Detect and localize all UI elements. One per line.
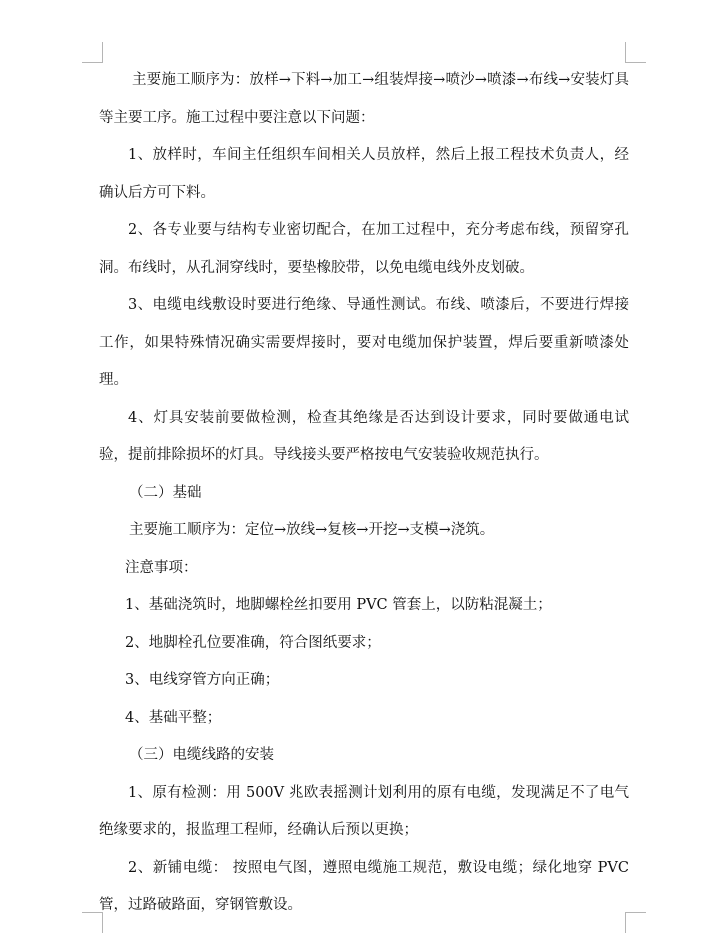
paragraph-foundation-sequence: 主要施工顺序为：定位→放线→复核→开挖→支模→浇筑。 — [129, 522, 495, 538]
paragraph-new-cable-laying: 2、新铺电缆： 按照电气图，遵照电缆施工规范，敷设电缆；绿化地穿 PVC 管，过路破路面，穿钢管敷设。 — [99, 859, 629, 913]
paragraph-item-4-lamp-testing: 4、灯具安装前要做检测，检查其绝缘是否达到设计要求，同时要做通电试验，提前排除损坏的灯具。导线接头要严格按电气安装验收规范执行。 — [99, 409, 629, 463]
list-item-note-1: 1、基础浇筑时，地脚螺栓丝扣要用 PVC 管套上，以防粘混凝土； — [125, 597, 552, 613]
paragraph-item-2-coordination: 2、各专业要与结构专业密切配合，在加工过程中，充分考虑布线，预留穿孔洞。布线时，从孔洞穿线时，要垫橡胶带，以免电缆电线外皮划破。 — [99, 222, 629, 276]
crop-mark-top-left — [82, 42, 103, 63]
list-item-note-3: 3、电线穿管方向正确； — [125, 672, 280, 688]
paragraph-construction-sequence: 主要施工顺序为：放样→下料→加工→组装焊接→喷沙→喷漆→布线→安装灯具等主要工序。施工过程中要注意以下问题： — [99, 72, 629, 126]
section-heading-foundation: （二）基础 — [129, 484, 202, 501]
section-heading-cable-installation: （三）电缆线路的安装 — [129, 747, 274, 763]
list-item-note-2: 2、地脚栓孔位要准确，符合图纸要求； — [125, 634, 381, 651]
list-item-note-4: 4、基础平整； — [125, 709, 222, 726]
document-body — [99, 62, 629, 925]
paragraph-item-1-layout: 1、放样时，车间主任组织车间相关人员放样，然后上报工程技术负责人，经确认后方可下料。 — [99, 147, 629, 201]
paragraph-item-3-cable-testing: 3、电缆电线敷设时要进行绝缘、导通性测试。布线、喷漆后，不要进行焊接工作，如果特殊情况确实需要焊接时，要对电缆加保护装置，焊后要重新喷漆处理。 — [99, 297, 629, 388]
paragraph-notes-heading: 注意事项： — [125, 559, 198, 576]
crop-mark-top-right — [625, 42, 646, 63]
paragraph-existing-cable-check: 1、原有检测：用 500V 兆欧表摇测计划利用的原有电缆，发现满足不了电气绝缘要求的，报监理工程师，经确认后预以更换； — [99, 784, 629, 838]
